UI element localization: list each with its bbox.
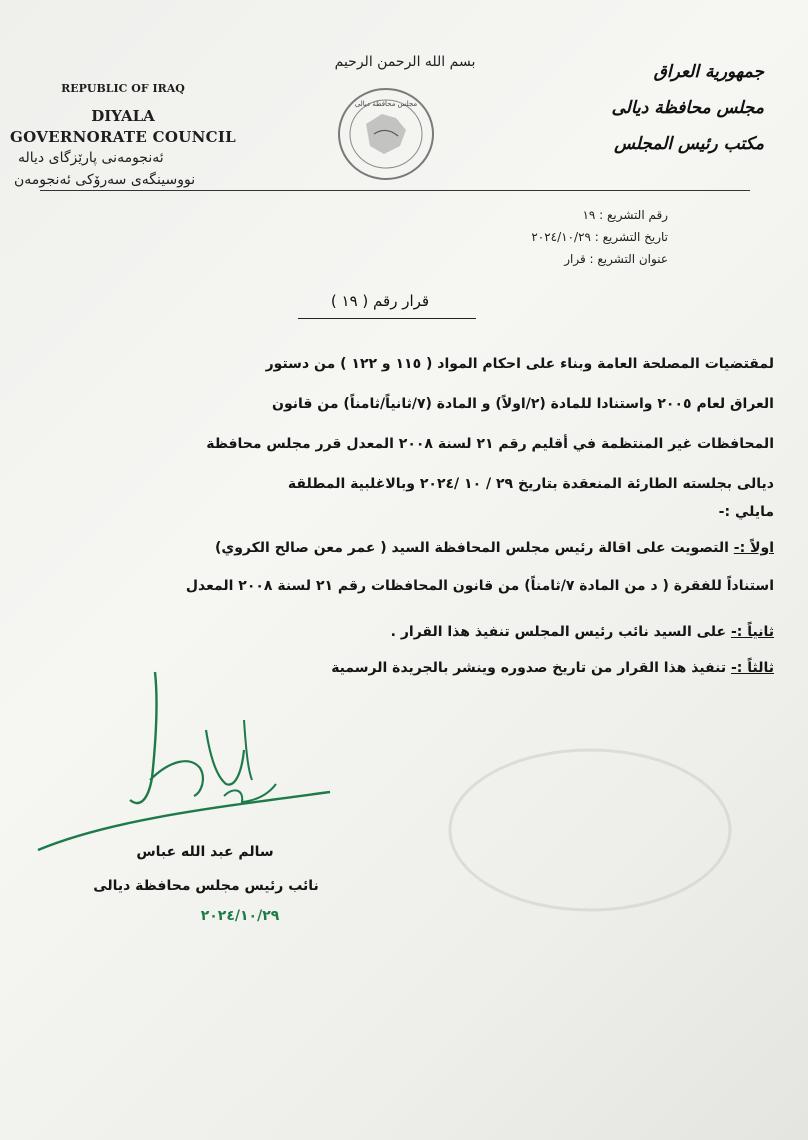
item-third bbox=[331, 660, 774, 676]
body-line-5: مايلي :- bbox=[718, 504, 774, 520]
header-en-republic: REPUBLIC OF IRAQ bbox=[61, 82, 185, 95]
header-divider bbox=[40, 190, 750, 191]
header-ar-republic: جمهورية العراق bbox=[653, 62, 764, 82]
signer-name: سالم عبد الله عباس bbox=[136, 844, 274, 860]
item-third-text: تنفيذ هذا القرار من تاريخ صدوره وينشر بالجريدة الرسمية bbox=[331, 660, 727, 676]
signature-date: ٢٠٢٤/١٠/٢٩ bbox=[200, 908, 280, 924]
item-second-text: على السيد نائب رئيس المجلس تنفيذ هذا القرار . bbox=[390, 624, 727, 640]
header-en-council: GOVERNORATE COUNCIL bbox=[9, 128, 237, 146]
body-line-3: المحافظات غير المنتظمة في أقليم رقم ٢١ لسنة ٢٠٠٨ المعدل قرر مجلس محافظة bbox=[206, 436, 774, 452]
header-ar-council: مجلس محافظة ديالى bbox=[611, 98, 764, 118]
body-line-2: العراق لعام ٢٠٠٥ واستنادا للمادة (٢/اولاً) و المادة (٧/ثانياً/ثامناً) من قانون bbox=[272, 396, 774, 412]
legislation-number: رقم التشريع : ١٩ bbox=[582, 208, 668, 222]
body-line-1: لمقتضيات المصلحة العامة وبناء على احكام المواد ( ١١٥ و ١٢٢ ) من دستور bbox=[265, 356, 774, 372]
decision-title: قرار رقم ( ١٩ ) bbox=[330, 292, 430, 310]
council-seal bbox=[334, 84, 438, 184]
item-first-text: التصويت على اقالة رئيس مجلس المحافظة السيد ( عمر معن صالح الكروي) bbox=[214, 540, 729, 556]
decision-title-underline bbox=[298, 318, 476, 319]
legislation-date: تاريخ التشريع : ٢٠٢٤/١٠/٢٩ bbox=[531, 230, 668, 244]
item-second-label: ثانياً :- bbox=[730, 624, 774, 640]
item-third-label: ثالثاً :- bbox=[730, 660, 774, 676]
item-first-continued: استناداً للفقرة ( د من المادة ٧/ثامناً) من قانون المحافظات رقم ٢١ لسنة ٢٠٠٨ المعدل bbox=[185, 578, 774, 594]
handwritten-signature bbox=[30, 660, 360, 860]
header-ku-office: نووسینگه‌ی سه‌رۆکی ئه‌نجومه‌ن bbox=[14, 172, 196, 188]
header-ku-council: ئه‌نجومه‌نی پارێزگای دیاله bbox=[18, 150, 164, 166]
item-first-label: اولاً :- bbox=[733, 540, 774, 556]
body-line-4: ديالى بجلسته الطارئة المنعقدة بتاريخ ٢٩ / ١٠ /٢٠٢٤ وبالاغلبية المطلقة bbox=[287, 476, 774, 492]
header-en-diyala: DIYALA bbox=[91, 107, 155, 125]
item-second bbox=[391, 624, 774, 640]
legislation-title: عنوان التشريع : قرار bbox=[564, 252, 668, 266]
header-ar-office: مكتب رئيس المجلس bbox=[614, 134, 764, 154]
seal-text: مجلس محافظة ديالى bbox=[354, 100, 418, 108]
item-first bbox=[215, 540, 774, 556]
faint-stamp-impression bbox=[440, 740, 740, 920]
signer-position: نائب رئيس مجلس محافظة ديالى bbox=[93, 878, 319, 894]
basmala: بسم الله الرحمن الرحيم bbox=[334, 54, 476, 70]
